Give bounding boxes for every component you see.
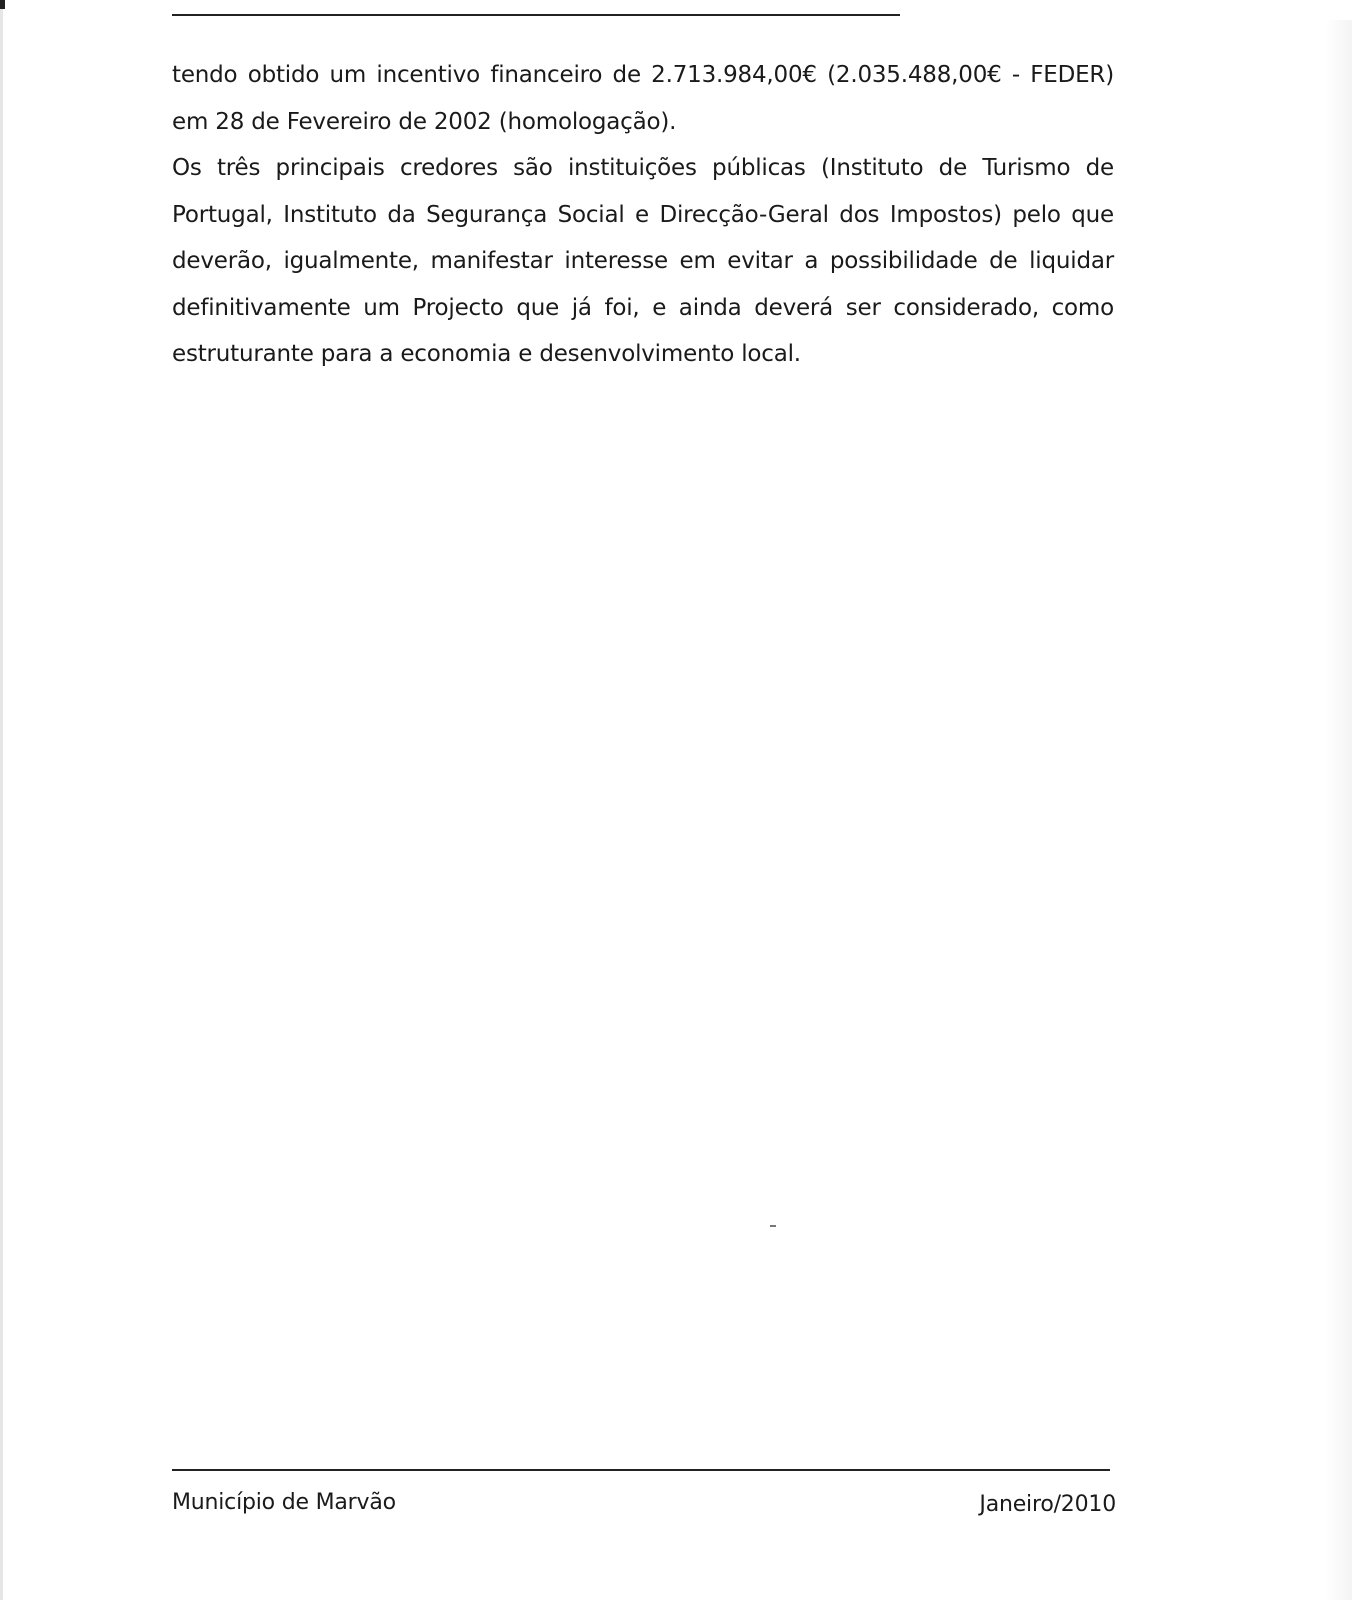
header-rule [172,14,900,16]
footer-rule [172,1469,1110,1471]
body-paragraph-2: Os três principais credores são instituições públicas (Instituto de Turismo de Portugal, Instituto da Segurança Social e Direcção-Geral dos Impostos) pelo que deverão, igualmente, manifestar interesse em evitar a possibilidade de liquidar definitivamente um Projecto que já foi, e ainda deverá ser considerado, como estruturante para a economia e desenvolvimento local. [172,155,1114,367]
footer-date: Janeiro/2010 [979,1492,1116,1517]
body-paragraph-1: tendo obtido um incentivo financeiro de 2.713.984,00€ (2.035.488,00€ - FEDER) em 28 de Fevereiro de 2002 (homologação). [172,62,1114,135]
document-body [172,52,1114,378]
scan-corner-mark [0,0,5,9]
scan-edge [0,0,3,1600]
scan-shadow [1326,20,1352,1600]
footer-organization: Município de Marvão [172,1490,396,1515]
scan-speck [770,1225,776,1227]
